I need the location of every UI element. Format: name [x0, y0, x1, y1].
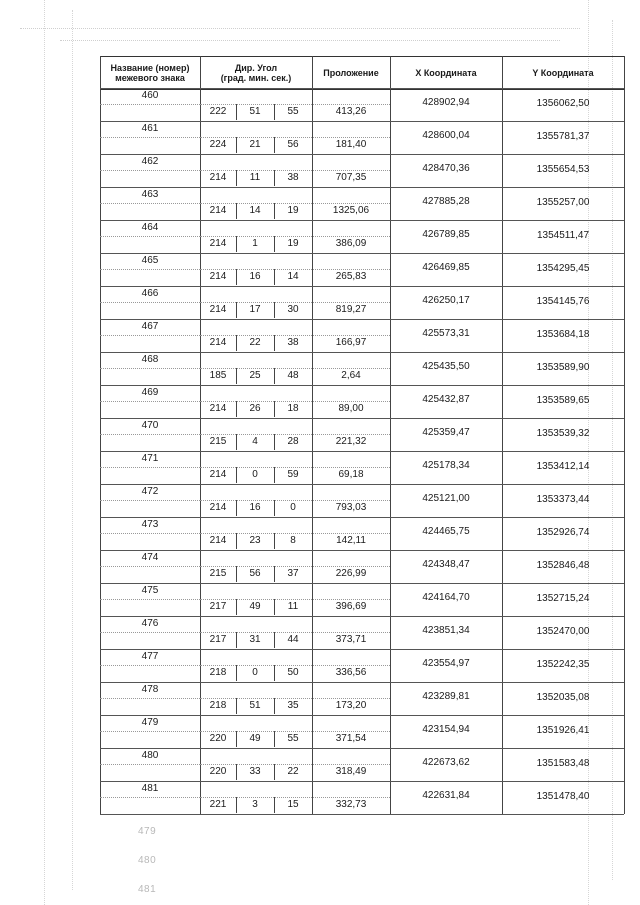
y-coordinate: 1353539,32	[536, 428, 590, 439]
angle-degrees: 214	[209, 238, 227, 249]
distance: 336,56	[335, 667, 367, 678]
name-sub-divider	[100, 236, 200, 237]
header-distance: Проложение	[323, 68, 379, 78]
angle-degrees: 185	[209, 370, 227, 381]
angle-degrees: 221	[209, 799, 227, 810]
angle-seconds: 18	[287, 403, 299, 414]
y-coordinate: 1354145,76	[536, 296, 590, 307]
angle-seconds: 0	[290, 502, 296, 513]
x-coordinate: 428902,94	[422, 97, 470, 108]
x-coordinate: 424348,47	[422, 559, 470, 570]
angle-minutes: 16	[249, 271, 261, 282]
angle-seconds: 19	[287, 238, 299, 249]
name-sub-divider	[100, 566, 200, 567]
point-name: 479	[141, 717, 159, 728]
angle-seconds: 22	[287, 766, 299, 777]
angle-degrees: 214	[209, 205, 227, 216]
distance: 318,49	[335, 766, 367, 777]
y-coordinate: 1353589,65	[536, 395, 590, 406]
point-name: 471	[141, 453, 159, 464]
angle-seconds: 59	[287, 469, 299, 480]
distance: 166,97	[335, 337, 367, 348]
name-sub-divider	[100, 368, 200, 369]
x-coordinate: 422631,84	[422, 790, 470, 801]
y-coordinate: 1352035,08	[536, 692, 590, 703]
bleed-through-text: 481	[138, 884, 157, 895]
angle-minutes: 26	[249, 403, 261, 414]
header-angle-line1: Дир. Угол	[234, 63, 278, 73]
point-name: 472	[141, 486, 159, 497]
header-angle-column	[200, 57, 312, 89]
name-sub-divider	[100, 335, 200, 336]
angle-degrees: 220	[209, 733, 227, 744]
point-name: 462	[141, 156, 159, 167]
y-coordinate: 1353373,44	[536, 494, 590, 505]
point-name: 467	[141, 321, 159, 332]
angle-seconds: 15	[287, 799, 299, 810]
point-name: 465	[141, 255, 159, 266]
point-name: 478	[141, 684, 159, 695]
angle-degrees: 214	[209, 469, 227, 480]
header-y-coord: Y Координата	[532, 68, 594, 78]
name-sub-divider	[100, 731, 200, 732]
point-name: 477	[141, 651, 159, 662]
angle-minutes: 49	[249, 733, 261, 744]
distance: 396,69	[335, 601, 367, 612]
x-coordinate: 423851,34	[422, 625, 470, 636]
point-name: 463	[141, 189, 159, 200]
distance: 226,99	[335, 568, 367, 579]
y-coordinate: 1352715,24	[536, 593, 590, 604]
x-coordinate: 425432,87	[422, 394, 470, 405]
angle-degrees: 218	[209, 667, 227, 678]
x-coordinate: 426789,85	[422, 229, 470, 240]
scan-noise	[44, 0, 45, 905]
y-coordinate: 1355654,53	[536, 164, 590, 175]
x-coordinate: 427885,28	[422, 196, 470, 207]
y-coordinate: 1355781,37	[536, 131, 590, 142]
angle-minutes: 49	[249, 601, 261, 612]
angle-seconds: 37	[287, 568, 299, 579]
distance: 371,54	[335, 733, 367, 744]
y-coordinate: 1356062,50	[536, 98, 590, 109]
angle-minutes: 17	[249, 304, 261, 315]
angle-minutes: 0	[252, 667, 258, 678]
point-name: 481	[141, 783, 159, 794]
y-coordinate: 1351926,41	[536, 725, 590, 736]
x-coordinate: 425121,00	[422, 493, 470, 504]
distance: 181,40	[335, 139, 367, 150]
x-coordinate: 424164,70	[422, 592, 470, 603]
x-coordinate: 425359,47	[422, 427, 470, 438]
angle-degrees: 214	[209, 337, 227, 348]
angle-degrees: 214	[209, 403, 227, 414]
angle-minutes: 3	[252, 799, 258, 810]
name-sub-divider	[100, 104, 200, 105]
angle-seconds: 44	[287, 634, 299, 645]
angle-seconds: 35	[287, 700, 299, 711]
angle-degrees: 214	[209, 271, 227, 282]
y-coordinate: 1352242,35	[536, 659, 590, 670]
y-coordinate: 1354295,45	[536, 263, 590, 274]
x-coordinate: 425178,34	[422, 460, 470, 471]
angle-seconds: 38	[287, 172, 299, 183]
x-coordinate: 426250,17	[422, 295, 470, 306]
distance: 707,35	[335, 172, 367, 183]
point-name: 466	[141, 288, 159, 299]
point-name: 470	[141, 420, 159, 431]
angle-seconds: 11	[287, 601, 299, 612]
angle-minutes: 51	[249, 700, 261, 711]
x-coordinate: 423554,97	[422, 658, 470, 669]
y-coordinate: 1353412,14	[536, 461, 590, 472]
angle-minutes: 1	[252, 238, 258, 249]
angle-minutes: 56	[249, 568, 261, 579]
bleed-through-text: 480	[138, 855, 157, 866]
name-sub-divider	[100, 269, 200, 270]
x-coordinate: 424465,75	[422, 526, 470, 537]
angle-seconds: 55	[287, 733, 299, 744]
point-name: 474	[141, 552, 159, 563]
name-sub-divider	[100, 137, 200, 138]
header-angle-line2: (град. мин. сек.)	[220, 73, 292, 83]
x-coordinate: 428600,04	[422, 130, 470, 141]
angle-degrees: 214	[209, 172, 227, 183]
angle-degrees: 215	[209, 436, 227, 447]
y-coordinate: 1351583,48	[536, 758, 590, 769]
angle-minutes: 0	[252, 469, 258, 480]
angle-seconds: 8	[290, 535, 296, 546]
scan-noise	[72, 10, 73, 890]
distance: 386,09	[335, 238, 367, 249]
distance: 69,18	[338, 469, 364, 480]
column-divider	[624, 56, 625, 814]
point-name: 468	[141, 354, 159, 365]
point-name: 469	[141, 387, 159, 398]
y-coordinate: 1353684,18	[536, 329, 590, 340]
x-coordinate: 423289,81	[422, 691, 470, 702]
name-sub-divider	[100, 665, 200, 666]
point-name: 473	[141, 519, 159, 530]
scan-noise	[60, 40, 560, 41]
x-coordinate: 422673,62	[422, 757, 470, 768]
angle-minutes: 31	[249, 634, 261, 645]
y-coordinate: 1352846,48	[536, 560, 590, 571]
angle-degrees: 214	[209, 502, 227, 513]
angle-seconds: 50	[287, 667, 299, 678]
angle-degrees: 222	[209, 106, 227, 117]
distance: 332,73	[335, 799, 367, 810]
point-name: 460	[141, 90, 159, 101]
angle-degrees: 217	[209, 601, 227, 612]
distance: 221,32	[335, 436, 367, 447]
angle-seconds: 56	[287, 139, 299, 150]
angle-degrees: 218	[209, 700, 227, 711]
name-sub-divider	[100, 632, 200, 633]
distance: 819,27	[335, 304, 367, 315]
y-coordinate: 1352470,00	[536, 626, 590, 637]
angle-minutes: 23	[249, 535, 261, 546]
angle-seconds: 38	[287, 337, 299, 348]
angle-seconds: 48	[287, 370, 299, 381]
distance: 265,83	[335, 271, 367, 282]
header-name-line1: Название (номер)	[110, 63, 190, 73]
name-sub-divider	[100, 500, 200, 501]
name-sub-divider	[100, 434, 200, 435]
x-coordinate: 428470,36	[422, 163, 470, 174]
scan-noise	[20, 28, 580, 29]
angle-degrees: 220	[209, 766, 227, 777]
name-sub-divider	[100, 764, 200, 765]
name-sub-divider	[100, 698, 200, 699]
distance: 173,20	[335, 700, 367, 711]
x-coordinate: 425435,50	[422, 361, 470, 372]
angle-minutes: 22	[249, 337, 261, 348]
name-sub-divider	[100, 797, 200, 798]
distance: 142,11	[336, 535, 366, 546]
angle-minutes: 33	[249, 766, 261, 777]
point-name: 480	[141, 750, 159, 761]
scan-noise	[612, 20, 613, 880]
y-coordinate: 1353589,90	[536, 362, 590, 373]
distance: 413,26	[335, 106, 367, 117]
angle-degrees: 214	[209, 535, 227, 546]
y-coordinate: 1355257,00	[536, 197, 590, 208]
table-header	[100, 56, 624, 90]
y-coordinate: 1351478,40	[536, 791, 590, 802]
angle-seconds: 19	[287, 205, 299, 216]
name-sub-divider	[100, 533, 200, 534]
angle-seconds: 28	[287, 436, 299, 447]
point-name: 464	[141, 222, 159, 233]
angle-seconds: 14	[287, 271, 299, 282]
angle-minutes: 14	[249, 205, 261, 216]
row-divider	[100, 814, 624, 815]
distance: 1325,06	[332, 205, 370, 216]
angle-degrees: 215	[209, 568, 227, 579]
angle-minutes: 21	[249, 139, 261, 150]
x-coordinate: 425573,31	[422, 328, 470, 339]
angle-degrees: 214	[209, 304, 227, 315]
angle-seconds: 30	[287, 304, 299, 315]
name-sub-divider	[100, 401, 200, 402]
angle-degrees: 224	[209, 139, 227, 150]
point-name: 461	[141, 123, 159, 134]
angle-minutes: 51	[249, 106, 261, 117]
distance: 2,64	[341, 370, 361, 381]
header-x-coord: X Координата	[415, 68, 477, 78]
header-name-column	[100, 57, 200, 89]
angle-minutes: 16	[249, 502, 261, 513]
angle-seconds: 55	[287, 106, 299, 117]
name-sub-divider	[100, 203, 200, 204]
point-name: 475	[141, 585, 159, 596]
distance: 373,71	[335, 634, 367, 645]
distance: 89,00	[338, 403, 364, 414]
angle-minutes: 25	[249, 370, 261, 381]
bleed-through-text: 479	[138, 826, 157, 837]
name-sub-divider	[100, 599, 200, 600]
angle-minutes: 4	[252, 436, 258, 447]
angle-minutes: 11	[249, 172, 261, 183]
name-sub-divider	[100, 302, 200, 303]
x-coordinate: 423154,94	[422, 724, 470, 735]
name-sub-divider	[100, 467, 200, 468]
y-coordinate: 1352926,74	[536, 527, 590, 538]
x-coordinate: 426469,85	[422, 262, 470, 273]
header-name-line2: межевого знака	[115, 73, 185, 83]
angle-degrees: 217	[209, 634, 227, 645]
distance: 793,03	[335, 502, 367, 513]
y-coordinate: 1354511,47	[536, 230, 590, 241]
name-sub-divider	[100, 170, 200, 171]
point-name: 476	[141, 618, 159, 629]
